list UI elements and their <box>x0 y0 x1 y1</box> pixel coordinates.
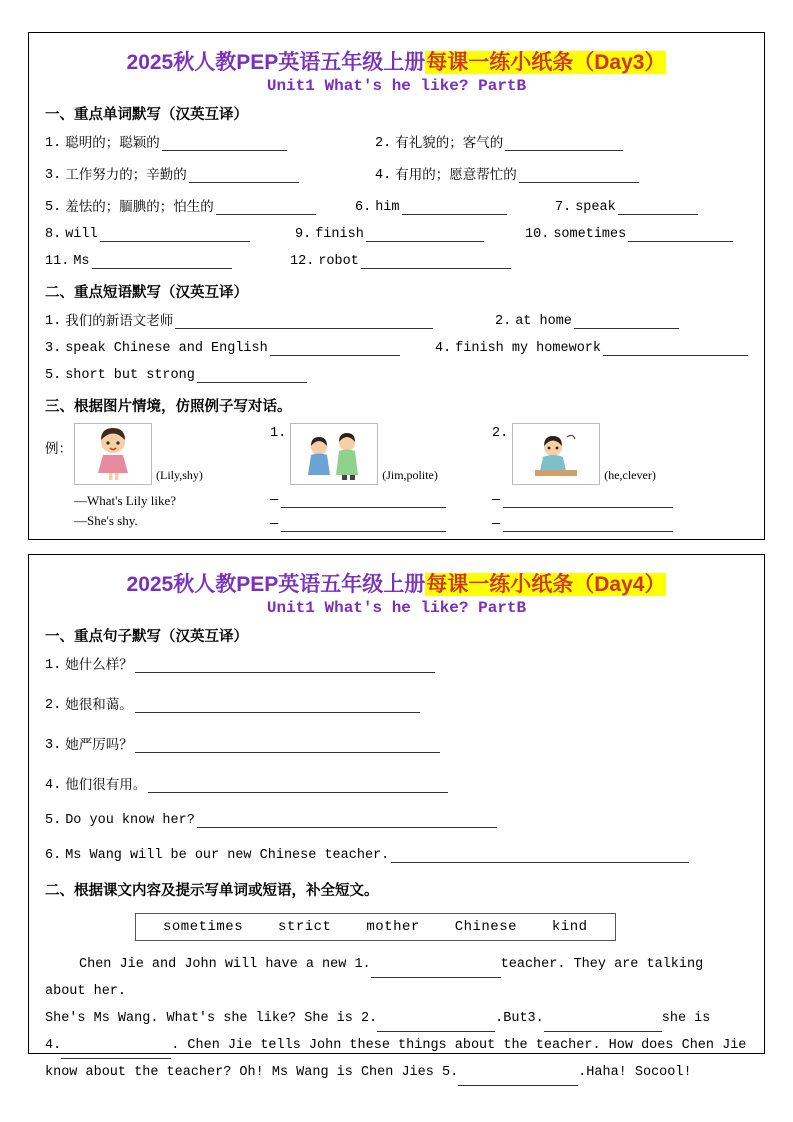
item-label: will <box>65 227 98 243</box>
card2-title <box>45 573 748 597</box>
answer-blank[interactable] <box>519 168 639 183</box>
example-answer: —She's shy. <box>74 512 138 528</box>
picture-item-1 <box>270 423 492 532</box>
sentence-row <box>45 813 748 828</box>
word-row <box>45 163 748 183</box>
worksheet-card-day3 <box>28 32 765 540</box>
item-label: finish <box>315 227 364 243</box>
answer-blank[interactable] <box>402 200 507 215</box>
item-number: 5. <box>45 813 62 829</box>
dash-mark: — <box>492 493 501 509</box>
item-number: 12. <box>290 254 315 270</box>
card2-subtitle: Unit1 What's he like? PartB <box>266 599 527 618</box>
item-label: 有礼貌的；客气的 <box>395 135 504 151</box>
answer-blank[interactable] <box>148 778 448 793</box>
item-label: 她什么样？ <box>65 657 133 673</box>
item-label: 有用的；愿意帮忙的 <box>395 167 517 183</box>
word-bank-item: mother <box>366 919 420 936</box>
item-number: 8. <box>45 227 62 243</box>
card1-title <box>45 51 748 75</box>
sentence-row <box>45 773 748 793</box>
answer-blank[interactable] <box>281 493 446 508</box>
picture-exercise <box>45 423 748 532</box>
item-number: 5. <box>45 200 62 216</box>
item-label: finish my homework <box>455 341 601 357</box>
passage-segment: she is <box>661 1011 711 1027</box>
dash-mark: — <box>270 493 279 509</box>
item-label: speak Chinese and English <box>65 341 268 357</box>
sentence-row <box>45 848 748 863</box>
card1-title-main: 2025秋人教PEP英语五年级上册 <box>126 51 426 74</box>
passage-segment: . Chen Jie tells John these things about the teacher. How does Chen Jie <box>171 1038 747 1054</box>
answer-blank[interactable] <box>544 1017 662 1032</box>
answer-blank[interactable] <box>505 136 623 151</box>
answer-blank[interactable] <box>503 517 673 532</box>
cloze-passage <box>45 951 748 1086</box>
item-label: Ms Wang will be our new Chinese teacher. <box>65 848 390 864</box>
dash-mark: — <box>492 517 501 533</box>
item-label: 我们的新语文老师 <box>65 313 174 329</box>
item-number: 4. <box>434 341 452 357</box>
answer-blank[interactable] <box>270 341 400 356</box>
word-row <box>45 131 748 151</box>
girl-illustration-icon <box>74 423 152 485</box>
card2-title-main: 2025秋人教PEP英语五年级上册 <box>126 573 426 596</box>
answer-blank[interactable] <box>135 698 420 713</box>
item-label: 她很和蔼。 <box>65 697 133 713</box>
item-number: 6. <box>45 848 62 864</box>
item-number: 3. <box>45 738 62 754</box>
word-row <box>45 195 748 215</box>
item-label: speak <box>575 200 616 216</box>
answer-blank[interactable] <box>503 493 673 508</box>
passage-segment: know about the teacher? Oh! Ms Wang is Chen Jies 5. <box>45 1065 459 1081</box>
item-number: 1. <box>45 136 62 152</box>
item-label: sometimes <box>553 227 627 243</box>
picture-caption: (Lily,shy) <box>156 468 203 483</box>
passage-segment: .Haha! Socool! <box>578 1065 692 1081</box>
answer-blank[interactable] <box>281 517 446 532</box>
item-number: 1. <box>45 314 62 330</box>
item-number: 1. <box>45 658 62 674</box>
item-label: robot <box>318 254 359 270</box>
card2-section2-heading: 二、根据课文内容及提示写单词或短语，补全短文。 <box>45 883 379 900</box>
answer-blank[interactable] <box>216 200 316 215</box>
answer-blank[interactable] <box>61 1044 171 1059</box>
sentence-row <box>45 693 748 713</box>
example-block <box>74 423 270 530</box>
word-row <box>45 254 748 269</box>
card1-subtitle: Unit1 What's he like? PartB <box>266 77 527 96</box>
item-number: 4. <box>375 168 392 184</box>
card1-title-highlight: 每课一练小纸条（Day3） <box>426 51 666 74</box>
picture-number: 2. <box>492 426 509 442</box>
picture-caption: (he,clever) <box>604 468 656 483</box>
dash-mark: — <box>270 517 279 533</box>
item-label: short but strong <box>65 368 195 384</box>
item-label: 工作努力的；辛勤的 <box>65 167 187 183</box>
item-label: Do you know her? <box>65 813 195 829</box>
picture-number: 1. <box>270 426 287 442</box>
card1-section2-heading: 二、重点短语默写（汉英互译） <box>45 285 248 302</box>
sentence-row <box>45 653 748 673</box>
answer-blank[interactable] <box>574 314 679 329</box>
word-bank-item: Chinese <box>454 919 517 936</box>
item-label: Ms <box>73 254 90 270</box>
answer-blank[interactable] <box>391 848 689 863</box>
item-number: 2. <box>495 314 512 330</box>
answer-blank[interactable] <box>175 314 433 329</box>
answer-blank[interactable] <box>361 254 511 269</box>
word-bank <box>135 913 616 941</box>
card1-section3-heading: 三、根据图片情境，仿照例子写对话。 <box>45 399 292 416</box>
picture-caption: (Jim,polite) <box>382 468 438 483</box>
word-row <box>45 227 748 242</box>
item-number: 9. <box>295 227 312 243</box>
worksheet-card-day4 <box>28 554 765 1081</box>
item-number: 5. <box>45 368 62 384</box>
boys-bowing-illustration-icon <box>290 423 378 485</box>
answer-blank[interactable] <box>377 1017 495 1032</box>
word-bank-item: sometimes <box>163 919 244 936</box>
answer-blank[interactable] <box>618 200 698 215</box>
answer-blank[interactable] <box>197 368 307 383</box>
passage-segment: .But3. <box>495 1011 544 1027</box>
answer-blank[interactable] <box>603 341 748 356</box>
item-number: 3. <box>45 168 62 184</box>
answer-blank[interactable] <box>135 738 440 753</box>
item-number: 2. <box>375 136 392 152</box>
passage-segment: teacher. They are talking about her. <box>45 957 704 1000</box>
answer-blank[interactable] <box>458 1071 578 1086</box>
word-bank-item: strict <box>278 919 332 936</box>
picture-item-2 <box>492 423 722 532</box>
item-label: 她严厉吗？ <box>65 737 133 753</box>
item-number: 10. <box>525 227 550 243</box>
passage-segment: Chen Jie and John will have a new 1. <box>79 957 371 973</box>
example-question: —What's Lily like? <box>74 493 176 509</box>
example-label: 例： <box>45 441 72 457</box>
card2-section1-heading: 一、重点句子默写（汉英互译） <box>45 629 248 646</box>
item-label: him <box>375 200 400 216</box>
sentence-row <box>45 733 748 753</box>
word-bank-item: kind <box>551 919 588 936</box>
phrase-row <box>45 309 748 329</box>
item-number: 11. <box>45 254 70 270</box>
phrase-row <box>45 368 748 383</box>
item-label: at home <box>515 314 572 330</box>
answer-blank[interactable] <box>189 168 299 183</box>
item-number: 2. <box>45 698 62 714</box>
card2-title-highlight: 每课一练小纸条（Day4） <box>426 573 666 596</box>
card1-section1-heading: 一、重点单词默写（汉英互译） <box>45 107 248 124</box>
item-number: 6. <box>355 200 372 216</box>
answer-blank[interactable] <box>628 227 733 242</box>
answer-blank[interactable] <box>92 254 232 269</box>
answer-blank[interactable] <box>371 963 501 978</box>
item-number: 4. <box>45 778 62 794</box>
answer-blank[interactable] <box>162 136 287 151</box>
item-number: 7. <box>555 200 572 216</box>
phrase-row <box>45 341 748 356</box>
item-label: 聪明的；聪颖的 <box>65 135 160 151</box>
passage-segment: 4. <box>45 1038 62 1054</box>
item-label: 他们很有用。 <box>65 777 147 793</box>
item-number: 3. <box>45 341 62 357</box>
boy-thinking-illustration-icon <box>512 423 600 485</box>
answer-blank[interactable] <box>197 813 497 828</box>
answer-blank[interactable] <box>135 658 435 673</box>
answer-blank[interactable] <box>366 227 484 242</box>
passage-segment: She's Ms Wang. What's she like? She is 2. <box>45 1011 378 1027</box>
item-label: 羞怯的；腼腆的；怕生的 <box>65 199 214 215</box>
answer-blank[interactable] <box>100 227 250 242</box>
